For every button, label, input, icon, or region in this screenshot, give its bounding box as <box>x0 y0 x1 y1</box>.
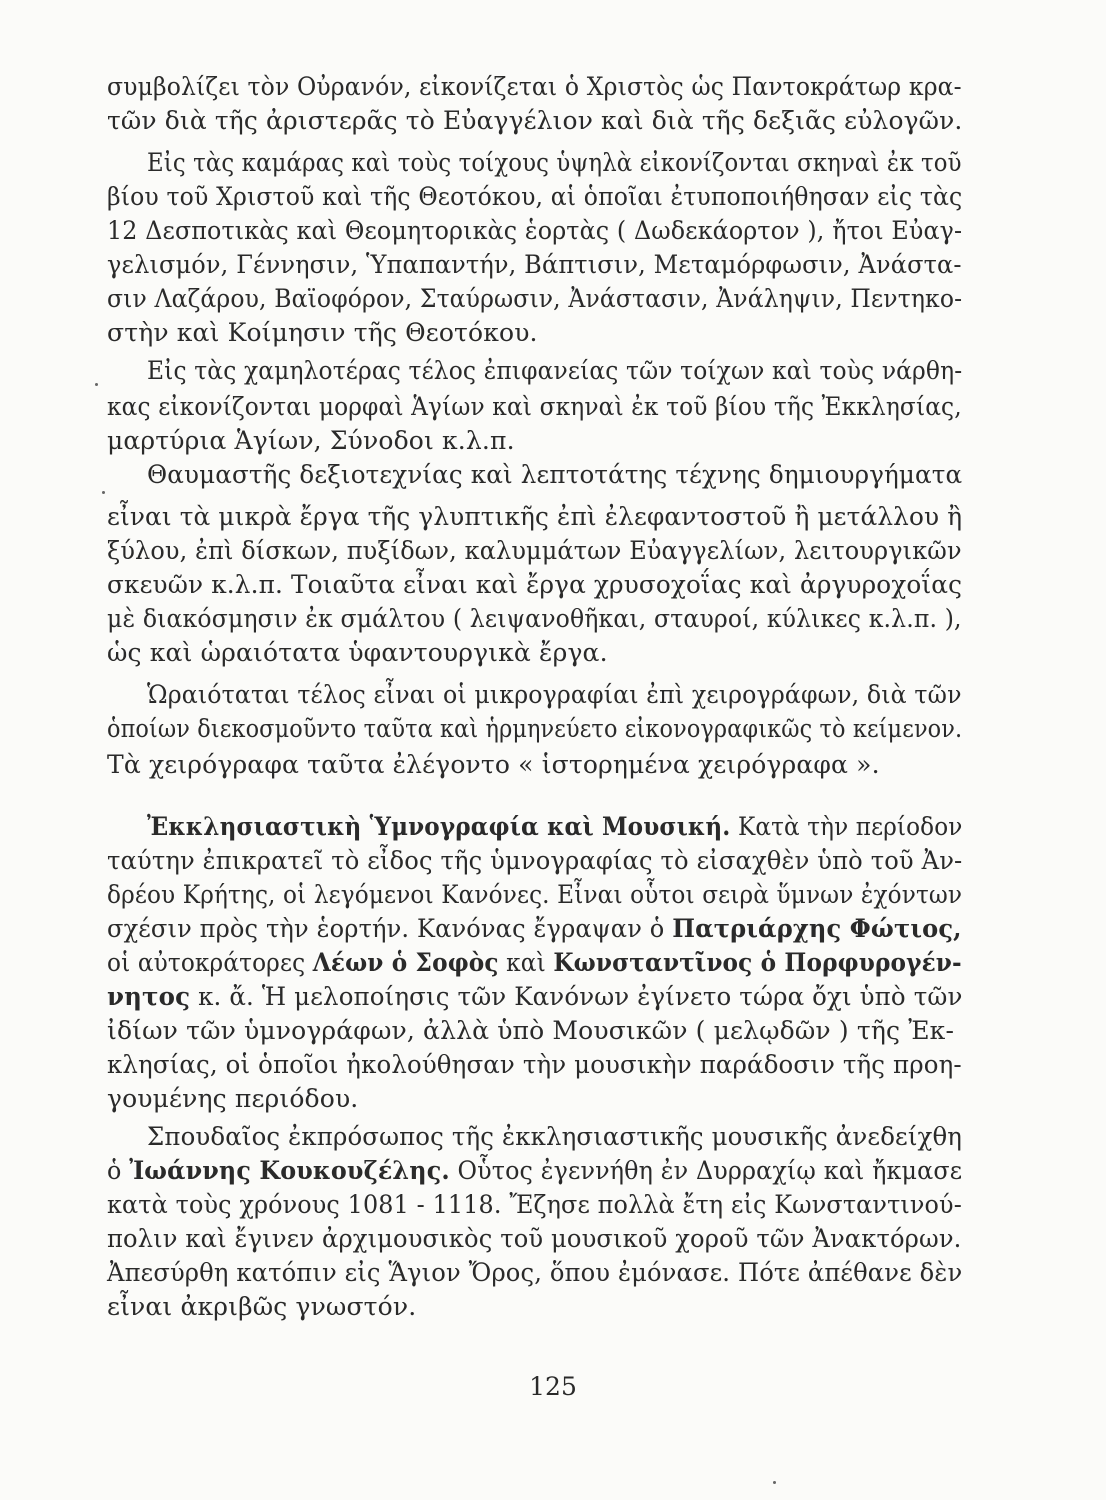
bold-text: Κωνσταντῖνος ὁ Πορφυρογέν- <box>553 948 962 977</box>
text-line <box>107 878 963 912</box>
text-line <box>107 1290 962 1324</box>
text-line <box>107 1014 962 1048</box>
text-line <box>107 912 962 946</box>
text-span: κας εἰκονίζονται μορφαὶ Ἁγίων καὶ σκηναὶ ἐκ τοῦ βίου τῆς Ἐκκλησίας, <box>107 392 962 421</box>
bold-text: Ἰωάννης Κουκουζέλης. <box>129 1156 450 1185</box>
text-line <box>107 844 963 878</box>
text-span: μὲ διακόσμησιν ἐκ σμάλτου ( λειψανοθῆκαι, σταυροί, κύλικες κ.λ.π. ), <box>107 604 962 633</box>
text-span: εἶναι τὰ μικρὰ ἔργα τῆς γλυπτικῆς ἐπὶ ἐλεφαντοστοῦ ἢ μετάλλου ἢ <box>107 502 963 531</box>
text-line <box>107 1048 962 1082</box>
text-line <box>107 980 963 1014</box>
text-span: τῶν διὰ τῆς ἀριστερᾶς τὸ Εὐαγγέλιον καὶ διὰ τῆς δεξιᾶς εὐλογῶν. <box>107 106 963 135</box>
text-span: Εἰς τὰς καμάρας καὶ τοὺς τοίχους ὑψηλὰ εἰκονίζονται σκηναὶ ἐκ τοῦ <box>147 148 962 177</box>
text-line <box>107 424 962 458</box>
text-span: γελισμόν, Γέννησιν, Ὑπαπαντήν, Βάπτισιν, Μεταμόρφωσιν, Ἀνάστα- <box>107 250 962 279</box>
text-span: συμβολίζει τὸν Οὐρανόν, εἰκονίζεται ὁ Χριστὸς ὡς Παντοκράτωρ κρα- <box>107 72 962 101</box>
text-span: καὶ <box>498 948 554 977</box>
text-line <box>107 534 962 568</box>
text-span: γουμένης περιόδου. <box>107 1084 359 1113</box>
scan-speck <box>95 383 98 386</box>
text-span: δρέου Κρήτης, οἱ λεγόμενοι Κανόνες. Εἶναι οὗτοι σειρὰ ὕμνων ἐχόντων <box>107 880 963 909</box>
text-span: κλησίας, οἱ ὁποῖοι ἠκολούθησαν τὴν μουσικὴν παράδοσιν τῆς προη- <box>107 1050 962 1079</box>
text-span: Τὰ χειρόγραφα ταῦτα ἐλέγοντο « ἱστορημένα χειρόγραφα ». <box>107 750 880 779</box>
text-line <box>107 602 962 636</box>
text-line <box>107 248 962 282</box>
text-span: σιν Λαζάρου, Βαϊοφόρον, Σταύρωσιν, Ἀνάστασιν, Ἀνάληψιν, Πεντηκο- <box>107 284 963 313</box>
text-line <box>107 316 962 350</box>
text-line <box>107 1188 962 1222</box>
text-line <box>107 390 962 424</box>
text-line <box>147 354 963 388</box>
text-line <box>107 214 963 248</box>
text-span: μαρτύρια Ἁγίων, Σύνοδοι κ.λ.π. <box>107 426 515 455</box>
text-span: ξύλου, ἐπὶ δίσκων, πυξίδων, καλυμμάτων Εὐαγγελίων, λειτουργικῶν <box>107 536 962 565</box>
text-line <box>107 568 963 602</box>
text-line <box>107 1222 962 1256</box>
text-line <box>147 810 963 844</box>
text-span: Εἰς τὰς χαμηλοτέρας τέλος ἐπιφανείας τῶν τοίχων καὶ τοὺς νάρθη- <box>147 356 963 385</box>
text-line <box>107 748 962 782</box>
page-number: 125 <box>529 1372 577 1401</box>
text-span: στὴν καὶ Κοίμησιν τῆς Θεοτόκου. <box>107 318 538 347</box>
text-span: σχέσιν πρὸς τὴν ἑορτήν. Κανόνας ἔγραψαν ὁ <box>107 914 673 943</box>
text-span: πολιν καὶ ἔγινεν ἀρχιμουσικὸς τοῦ μουσικοῦ χοροῦ τῶν Ἀνακτόρων. <box>107 1224 962 1253</box>
text-line <box>107 1082 962 1116</box>
text-line <box>107 1154 963 1188</box>
text-line <box>107 104 963 138</box>
text-line <box>107 712 963 746</box>
text-span: ὡς καὶ ὡραιότατα ὑφαντουργικὰ ἔργα. <box>107 638 608 667</box>
text-span: ταύτην ἐπικρατεῖ τὸ εἶδος τῆς ὑμνογραφίας τὸ εἰσαχθὲν ὑπὸ τοῦ Ἀν- <box>107 846 963 875</box>
text-line <box>107 636 962 670</box>
text-span: οἱ αὐτοκράτορες <box>107 948 313 977</box>
bold-text: Ἐκκλησιαστικὴ Ὑμνογραφία καὶ Μουσική. <box>147 812 731 841</box>
text-line <box>107 1256 963 1290</box>
text-span: Θαυμαστῆς δεξιοτεχνίας καὶ λεπτοτάτης τέχνης δημιουργήματα <box>147 460 963 489</box>
text-span: κ. ἄ. Ἡ μελοποίησις τῶν Κανόνων ἐγίνετο τώρα ὄχι ὑπὸ τῶν <box>190 982 963 1011</box>
text-line <box>107 180 963 214</box>
text-span: κατὰ τοὺς χρόνους 1081 - 1118. Ἔζησε πολλὰ ἔτη εἰς Κωνσταντινού- <box>107 1190 962 1219</box>
text-span: Ὡραιόταται τέλος εἶναι οἱ μικρογραφίαι ἐπὶ χειρογράφων, διὰ τῶν <box>147 680 962 709</box>
text-span: Σπουδαῖος ἐκπρόσωπος τῆς ἐκκλησιαστικῆς μουσικῆς ἀνεδείχθη <box>147 1122 963 1151</box>
text-span: ὁποίων διεκοσμοῦντο ταῦτα καὶ ἡρμηνεύετο εἰκονογραφικῶς τὸ κείμενον. <box>107 714 963 743</box>
text-line <box>147 458 963 492</box>
text-span: βίου τοῦ Χριστοῦ καὶ τῆς Θεοτόκου, αἱ ὁποῖαι ἐτυποποιήθησαν εἰς τὰς <box>107 182 963 211</box>
text-span: ἰδίων τῶν ὑμνογράφων, ἀλλὰ ὑπὸ Μουσικῶν ( μελῳδῶν ) τῆς Ἐκ- <box>107 1016 955 1045</box>
text-line <box>147 146 962 180</box>
text-span: Οὗτος ἐγεννήθη ἐν Δυρραχίῳ καὶ ἤκμασε <box>449 1156 963 1185</box>
text-span: Ἀπεσύρθη κατόπιν εἰς Ἅγιον Ὄρος, ὅπου ἐμόνασε. Πότε ἀπέθανε δὲν <box>107 1258 963 1287</box>
text-line <box>107 282 963 316</box>
text-line <box>147 678 962 712</box>
bold-text: Λέων ὁ Σοφὸς <box>312 948 499 977</box>
text-line <box>107 70 962 104</box>
scan-speck <box>773 1481 776 1484</box>
scan-speck <box>102 491 105 494</box>
bold-text: νητος <box>107 982 191 1011</box>
text-line <box>107 946 962 980</box>
text-span: σκευῶν κ.λ.π. Τοιαῦτα εἶναι καὶ ἔργα χρυσοχοΐας καὶ ἀργυροχοΐας <box>107 570 963 599</box>
text-span: εἶναι ἀκριβῶς γνωστόν. <box>107 1292 417 1321</box>
text-span: ὁ <box>107 1156 130 1185</box>
text-line <box>107 500 963 534</box>
text-line <box>147 1120 963 1154</box>
text-span: 12 Δεσποτικὰς καὶ Θεομητορικὰς ἑορτὰς ( Δωδεκάορτον ), ἤτοι Εὐαγ- <box>107 216 963 245</box>
text-span: Κατὰ τὴν περίοδον <box>730 812 963 841</box>
bold-text: Πατριάρχης Φώτιος, <box>672 914 962 943</box>
